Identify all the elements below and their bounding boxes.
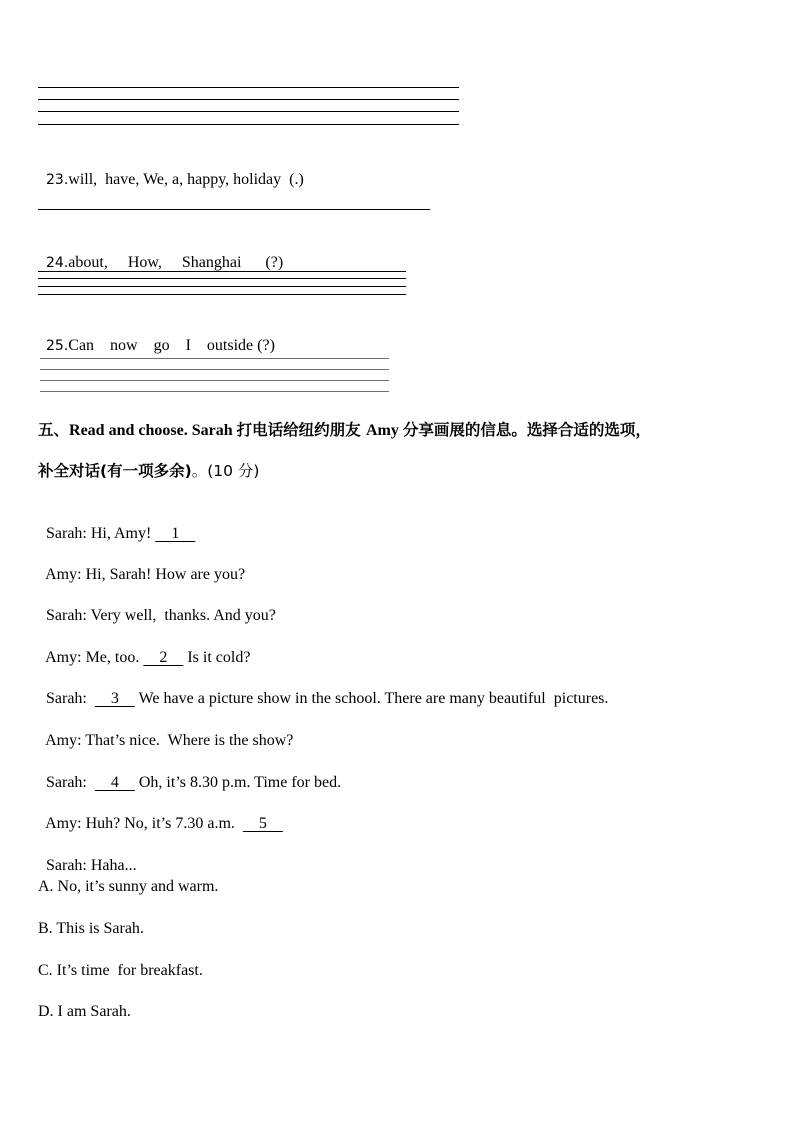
blank-2[interactable]: 2: [143, 649, 184, 666]
section-title-zh-2: 分享画展的信息。选择合适的选项，: [402, 421, 651, 439]
question-24: [38, 233, 283, 273]
dialogue-line: [38, 711, 293, 751]
dialogue-text: Sarah:: [46, 690, 95, 707]
dialogue-text: Sarah: Haha...: [46, 857, 137, 874]
dialogue-line: [38, 628, 250, 668]
option-d[interactable]: D. I am Sarah.: [38, 1003, 131, 1020]
section-heading-line-2: [38, 461, 259, 481]
section-note: (有一项多余): [100, 462, 192, 480]
answer-line: [38, 111, 459, 112]
answer-line: [38, 87, 459, 88]
blank-1[interactable]: 1: [155, 525, 196, 542]
blank-4[interactable]: 4: [94, 774, 135, 791]
section-instruction: 补全对话: [38, 462, 101, 480]
dialogue-text: We have a picture show in the school. There are many beautiful pictures.: [134, 690, 609, 707]
dialogue-line: [38, 794, 283, 834]
dialogue-text: Is it cold?: [183, 649, 251, 666]
dialogue-line: [38, 836, 137, 876]
answer-line[interactable]: [38, 278, 406, 279]
question-text: about, How, Shanghai (?): [68, 254, 284, 271]
blank-3[interactable]: 3: [94, 690, 135, 707]
dialogue-line: [38, 545, 245, 585]
dialogue-text: Sarah: Very well, thanks. And you?: [46, 607, 276, 624]
dialogue-line: [38, 753, 341, 793]
section-title-en-2: Amy: [366, 422, 403, 439]
question-25: [38, 316, 275, 356]
dialogue-line: [38, 669, 608, 709]
dialogue-text: Amy: Me, too.: [45, 649, 144, 666]
section-label: 五、: [38, 421, 70, 439]
question-text: Can now go I outside (?): [68, 337, 275, 354]
blank-5[interactable]: 5: [242, 815, 283, 832]
section-heading: [38, 420, 651, 441]
answer-line[interactable]: [38, 286, 406, 287]
question-23: [38, 150, 304, 190]
dialogue-line: [38, 586, 276, 626]
answer-line[interactable]: [40, 358, 389, 359]
option-a[interactable]: A. No, it’s sunny and warm.: [38, 878, 219, 895]
section-points: 。(10 分): [191, 462, 260, 480]
answer-line: [38, 124, 459, 125]
answer-line[interactable]: [40, 369, 389, 370]
section-title-en: Read and choose. Sarah: [69, 422, 237, 439]
dialogue-text: Sarah: Hi, Amy!: [46, 525, 156, 542]
dialogue-text: Amy: Huh? No, it’s 7.30 a.m.: [45, 815, 243, 832]
question-number: 23.: [46, 172, 69, 188]
question-text: will, have, We, a, happy, holiday (.): [68, 171, 304, 188]
answer-line[interactable]: [38, 209, 430, 210]
answer-line[interactable]: [40, 391, 389, 392]
section-title-zh: 打电话给纽约朋友: [236, 421, 366, 439]
dialogue-text: Oh, it’s 8.30 p.m. Time for bed.: [134, 774, 342, 791]
answer-line[interactable]: [38, 271, 406, 272]
dialogue-text: Amy: Hi, Sarah! How are you?: [45, 566, 246, 583]
answer-line[interactable]: [40, 380, 389, 381]
option-c[interactable]: C. It’s time for breakfast.: [38, 962, 203, 979]
answer-line: [38, 99, 459, 100]
answer-line[interactable]: [38, 294, 406, 295]
dialogue-line: [38, 504, 195, 544]
question-number: 25.: [46, 338, 69, 354]
dialogue-text: Amy: That’s nice. Where is the show?: [45, 732, 294, 749]
question-number: 24.: [46, 255, 69, 271]
dialogue-text: Sarah:: [46, 774, 95, 791]
option-b[interactable]: B. This is Sarah.: [38, 920, 144, 937]
